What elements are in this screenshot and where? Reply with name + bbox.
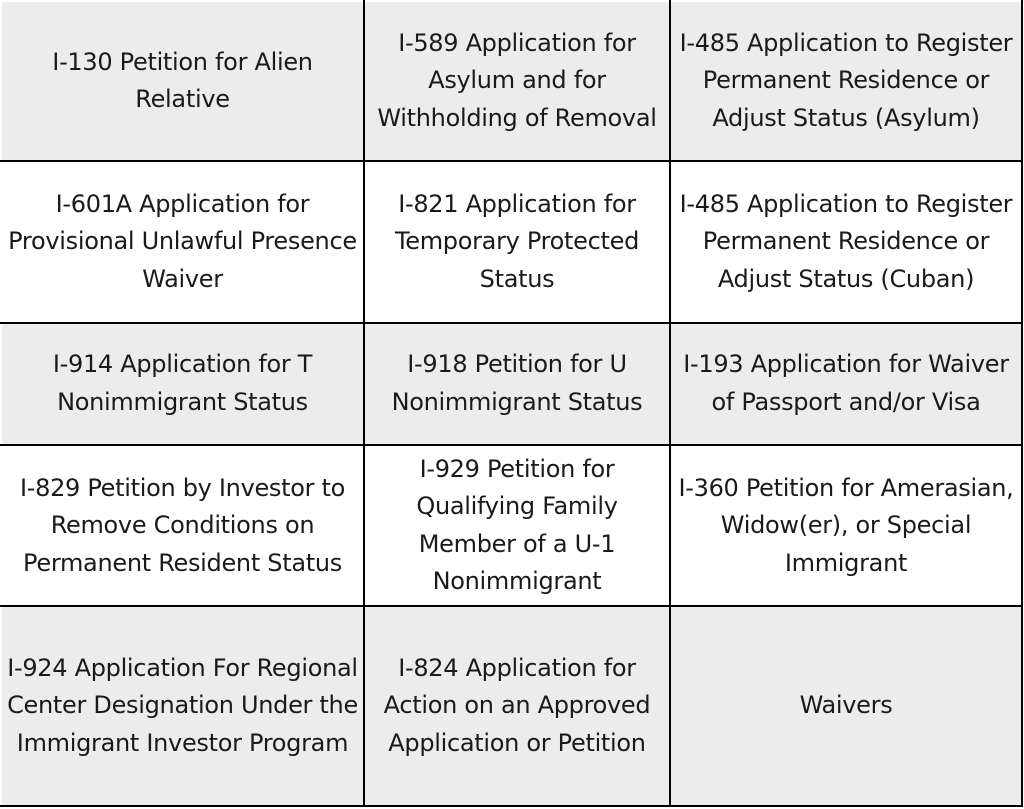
table-cell: I-601A Application for Provisional Unlawful Presence Waiver [1, 161, 364, 322]
table-cell: I-485 Application to Register Permanent Residence or Adjust Status (Asylum) [670, 1, 1022, 161]
table-row [1, 445, 1022, 606]
table-cell: I-130 Petition for Alien Relative [1, 1, 364, 161]
table-cell: I-929 Petition for Qualifying Family Member of a U-1 Nonimmigrant [364, 445, 670, 606]
table-row [1, 161, 1022, 322]
table-cell: I-829 Petition by Investor to Remove Conditions on Permanent Resident Status [1, 445, 364, 606]
table-cell: I-360 Petition for Amerasian, Widow(er), or Special Immigrant [670, 445, 1022, 606]
table-cell: I-914 Application for T Nonimmigrant Status [1, 323, 364, 445]
table-row [1, 606, 1022, 806]
table-row [1, 1, 1022, 161]
table-cell: I-485 Application to Register Permanent Residence or Adjust Status (Cuban) [670, 161, 1022, 322]
table-cell: I-824 Application for Action on an Approved Application or Petition [364, 606, 670, 806]
table-cell: Waivers [670, 606, 1022, 806]
table-cell: I-918 Petition for U Nonimmigrant Status [364, 323, 670, 445]
table-cell: I-821 Application for Temporary Protected Status [364, 161, 670, 322]
table-cell: I-924 Application For Regional Center Designation Under the Immigrant Investor Program [1, 606, 364, 806]
table-cell: I-193 Application for Waiver of Passport and/or Visa [670, 323, 1022, 445]
table-cell: I-589 Application for Asylum and for Withholding of Removal [364, 1, 670, 161]
table-row [1, 323, 1022, 445]
